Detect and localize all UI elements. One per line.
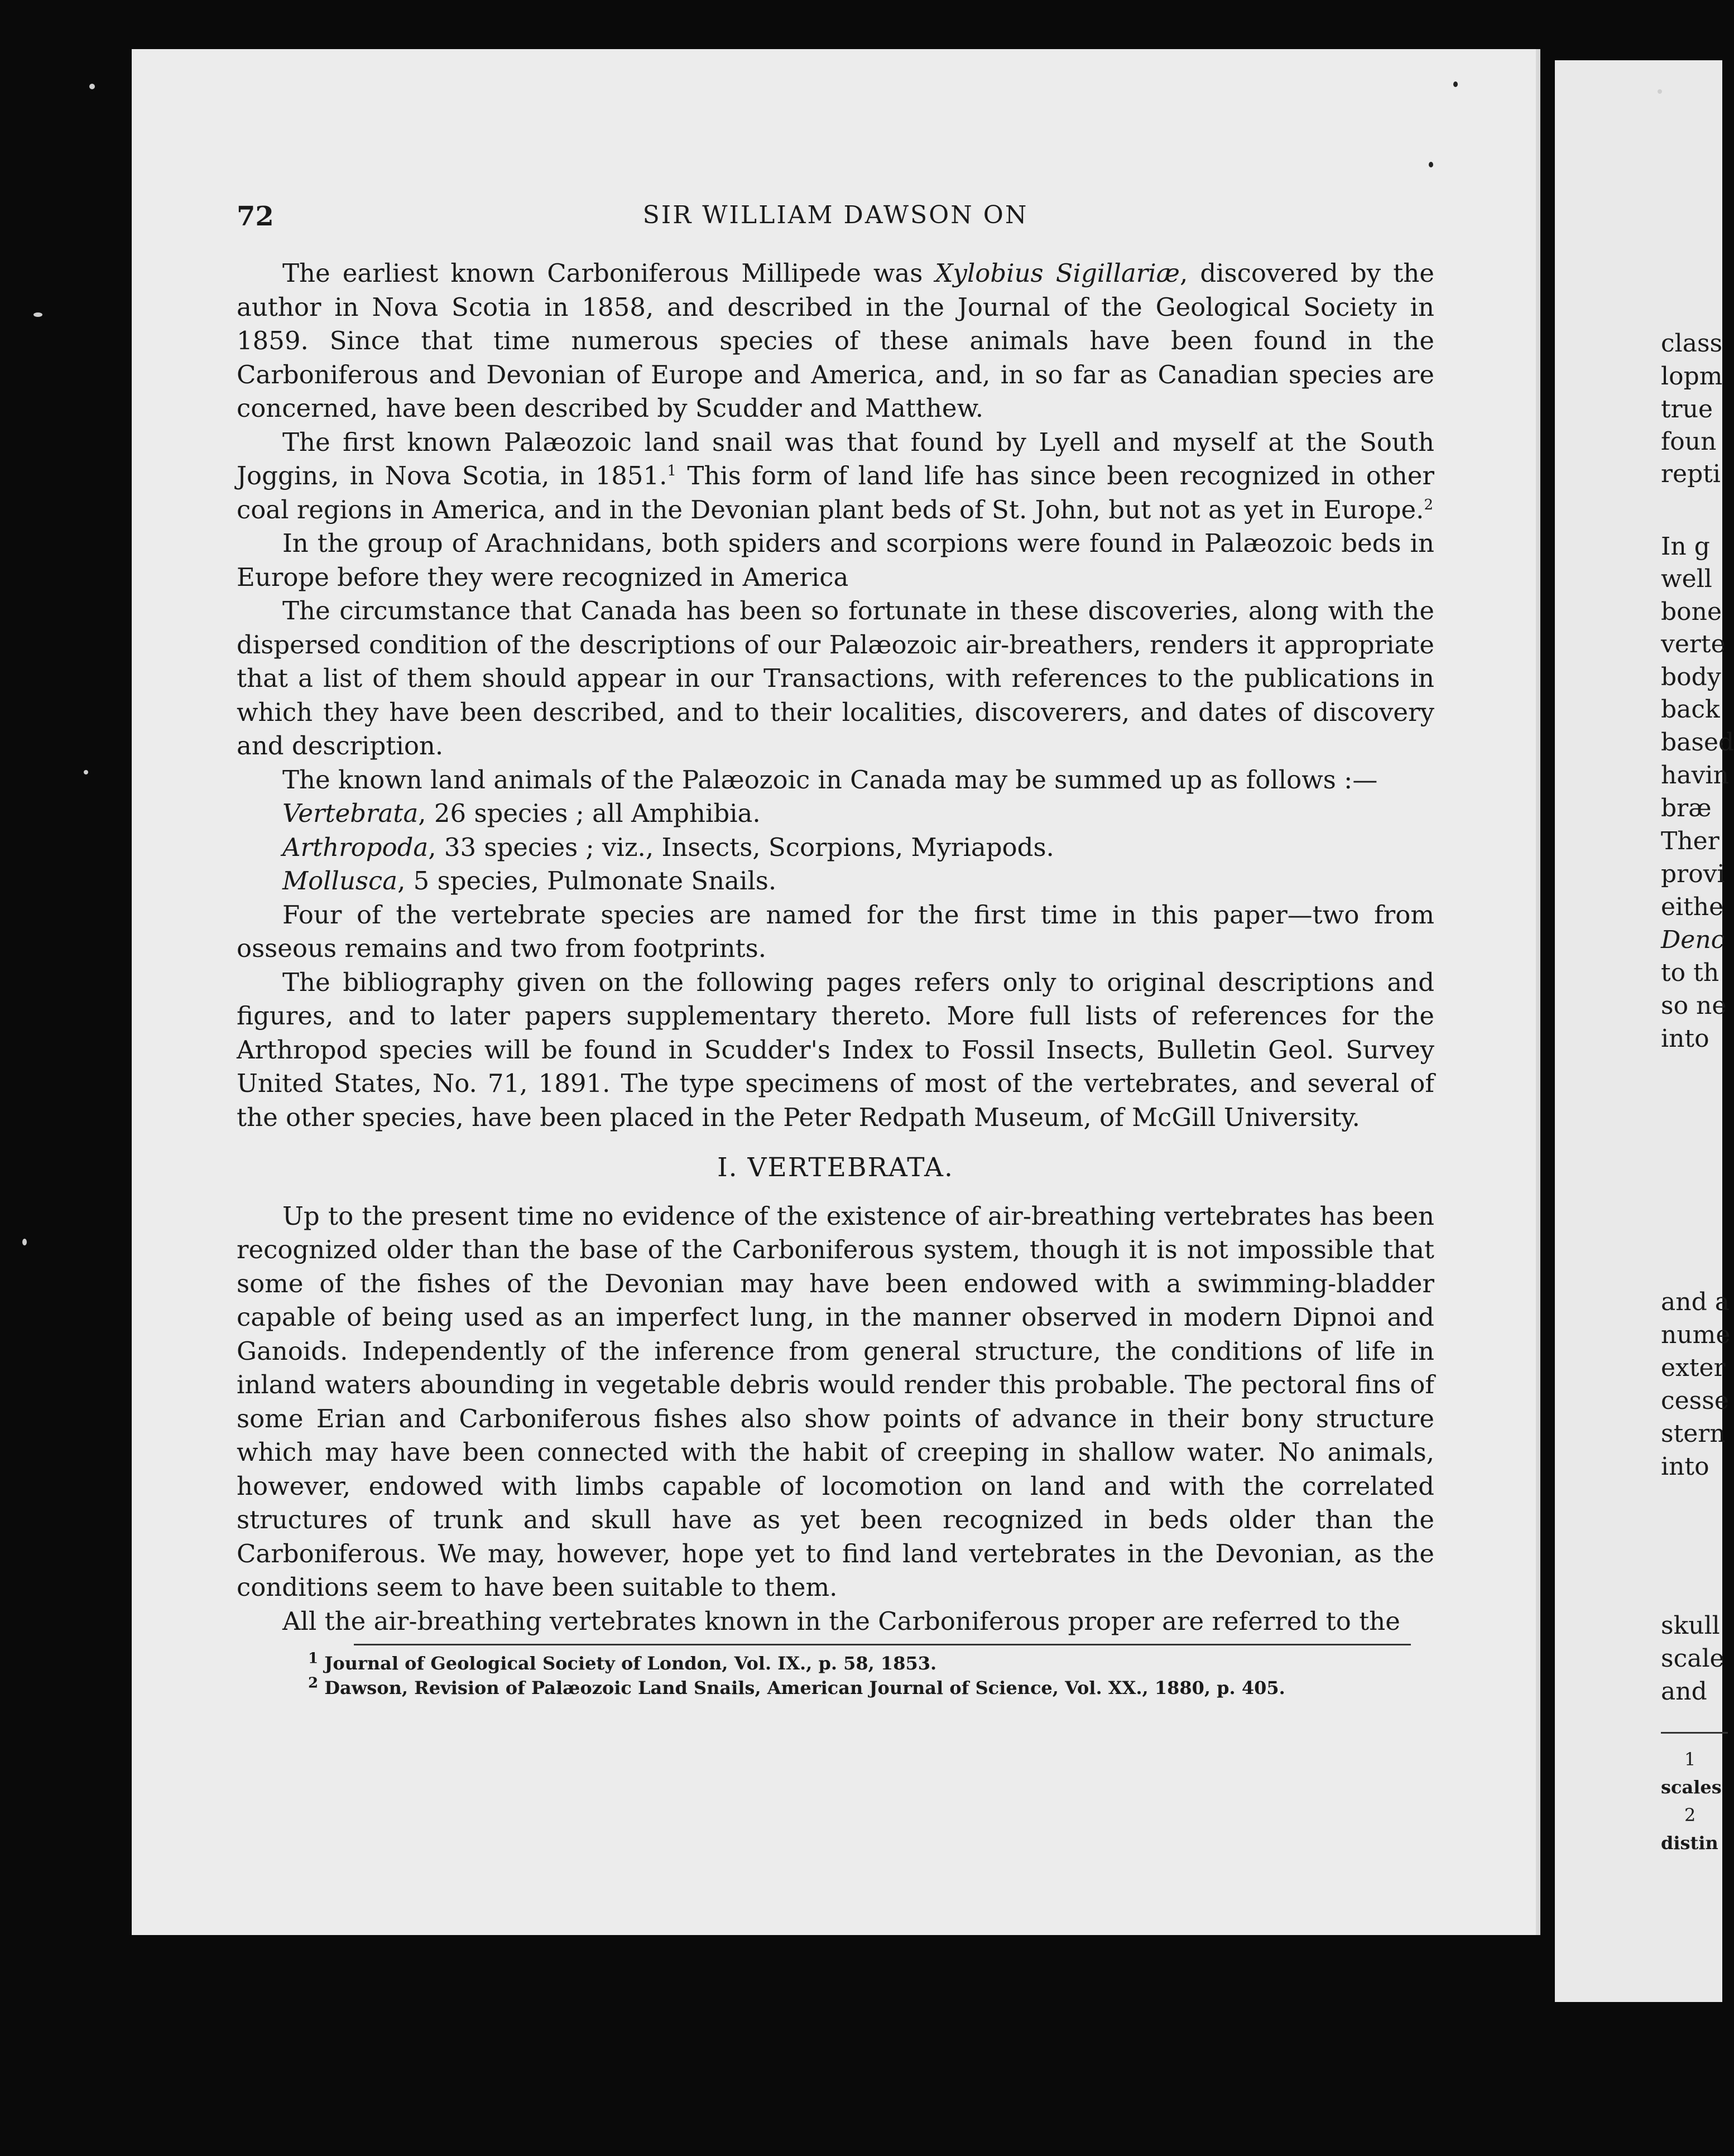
footnote-ref: 2 [1424,496,1433,513]
facing-fragment: and a [1661,1288,1730,1316]
facing-fragment: cesse [1661,1387,1729,1415]
paragraph: The known land animals of the Palæozoic in Canada may be summed up as follows :— [282,764,1378,795]
facing-fragment: class [1661,329,1723,358]
facing-fragment: body [1661,663,1721,691]
scan-speck [84,770,88,774]
taxon-group: Vertebrata [282,798,419,828]
facing-fragment: bræ [1661,794,1712,822]
paragraph [237,426,1434,527]
facing-fragment: well [1661,565,1712,593]
scan-speck [1658,89,1662,94]
taxon-summary-line [237,797,1434,831]
facing-fragment: skull [1661,1611,1720,1640]
scan-speck [22,1239,27,1245]
facing-fragment: provi [1661,860,1725,888]
facing-fragment: Denc [1661,926,1725,954]
paragraph: The circumstance that Canada has been so fortunate in these discoveries, along with the dispersed condition of the descriptions of our Palæozoic air-breathers, renders it appropriate that a list of them should appear in our Transactions, with references to the publications in which they have been described, and to their localities, discoverers, and dates of discovery and description. [237,596,1434,761]
footnote-number: 1 [308,1650,319,1667]
section-title: I. VERTEBRATA. [717,1152,954,1183]
footnote [308,1651,1434,1676]
running-head: SIR WILLIAM DAWSON ON [642,201,1029,229]
facing-fragment: back [1661,695,1720,724]
paragraph [237,257,1434,426]
facing-fragment: havin [1661,761,1729,790]
facing-fragment: 2 [1684,1804,1696,1826]
facing-fragment: verte [1661,630,1726,658]
facing-fragment: based [1661,728,1734,757]
facing-fragment: exter [1661,1354,1726,1382]
species-name: Xylobius Sigillariæ [935,258,1180,288]
facing-fragment: scale [1661,1644,1725,1673]
footnotes [237,1651,1434,1700]
scan-speck [33,312,42,317]
page-number: 72 [237,201,274,232]
taxon-summary-line [237,864,1434,898]
facing-fragment: foun [1661,427,1717,456]
facing-fragment: distin [1661,1832,1718,1854]
facing-fragment: and [1661,1677,1707,1706]
facing-fragment: 1 [1684,1749,1696,1770]
footnote [308,1676,1434,1700]
paragraph: Four of the vertebrate species are named for the first time in this paper—two from osseous remains and two from footprints. [237,899,1434,963]
facing-footnote-rule [1661,1732,1728,1734]
paragraph: The bibliography given on the following pages refers only to original descriptions and figures, and to later papers supplementary thereto. More full lists of references for the Arthropod species will be found in Scudder's Index to Fossil Insects, Bulletin Geol. Survey United States, No. 71, 1891. The type specimens of most of the vertebrates, and several of the other species, have been placed in the Peter Redpath Museum, of McGill University. [237,967,1434,1132]
page-header [237,201,1434,246]
taxon-detail: , 33 species ; viz., Insects, Scorpions, Myriapods. [428,832,1054,862]
facing-fragment: eithe [1661,893,1724,921]
footnote-text: Journal of Geological Society of London, Vol. IX., p. 58, 1853. [324,1653,937,1674]
paragraph-text: , discovered by the author in Nova Scotia in 1858, and described in the Journal of the Geological Society in 1859. Since that time numerous species of these animals have been found in the Carboniferous and Devonian of Europe and America, and, in so far as Canadian species are concerned, have been described by Scudder and Matthew. [237,258,1434,423]
facing-fragment: to th [1661,959,1719,987]
taxon-detail: , 5 species, Pulmonate Snails. [397,866,777,896]
facing-fragment: Ther [1661,827,1719,855]
footnote-number: 2 [308,1674,319,1692]
facing-fragment: In g [1661,532,1710,561]
facing-fragment: so ne [1661,992,1727,1020]
taxon-detail: , 26 species ; all Amphibia. [418,798,761,828]
facing-fragment: stern [1661,1419,1726,1448]
scan-speck [89,84,95,89]
facing-fragment: nume [1661,1321,1731,1349]
facing-fragment: true [1661,395,1713,424]
taxon-group: Mollusca [282,866,398,896]
paragraph-text: The first known Palæozoic land snail was that found by Lyell and myself at the South Joggins, in Nova Scotia, in 1851. [237,427,1434,490]
facing-fragment: bone [1661,598,1722,626]
facing-fragment: scales [1661,1777,1722,1798]
article-body [237,257,1434,1700]
facing-page [1555,60,1734,2002]
facing-fragment: into [1661,1024,1709,1053]
scan-speck [1453,81,1458,87]
paragraph-text: This form of land life has since been recognized in other coal regions in America, and in the Devonian plant beds of St. John, but not as yet in Europe. [237,461,1434,524]
facing-fragment: lopm [1661,362,1723,391]
paragraph: Up to the present time no evidence of the existence of air-breathing vertebrates has been recognized older than the base of the Carboniferous system, though it is not impossible that some of the fishes of the Devonian may have been endowed with a swimming-bladder capable of being used as an imperfect lung, in the manner observed in modern Dipnoi and Ganoids. Independently of the inference from general structure, the conditions of life in inland waters abounding in vegetable debris would render this probable. The pectoral fins of some Erian and Carboniferous fishes also show points of advance in their bony structure which may have been connected with the habit of creeping in shallow water. No animals, however, endowed with limbs capable of locomotion on land and with the correlated structures of trunk and skull have as yet been recognized in beds older than the Carboniferous. We may, however, hope yet to find land vertebrates in the Devonian, as the conditions seem to have been suitable to them. [237,1201,1434,1602]
paragraph-text: The earliest known Carboniferous Millipede was [282,258,935,288]
page-edge [1536,49,1540,1935]
taxon-group: Arthropoda [282,832,429,862]
footnote-ref: 1 [667,463,676,479]
taxon-summary-line [237,831,1434,865]
footnote-rule [354,1644,1411,1645]
facing-fragment: into [1661,1452,1709,1481]
footnote-text: Dawson, Revision of Palæozoic Land Snails, American Journal of Science, Vol. XX., 1880, p. 405. [324,1677,1285,1698]
paragraph: In the group of Arachnidans, both spiders and scorpions were found in Palæozoic beds in Europe before they were recognized in America [237,528,1434,592]
scan-speck [1429,162,1433,167]
paragraph: All the air-breathing vertebrates known in the Carboniferous proper are referred to the [282,1606,1400,1636]
facing-fragment: repti [1661,460,1721,488]
